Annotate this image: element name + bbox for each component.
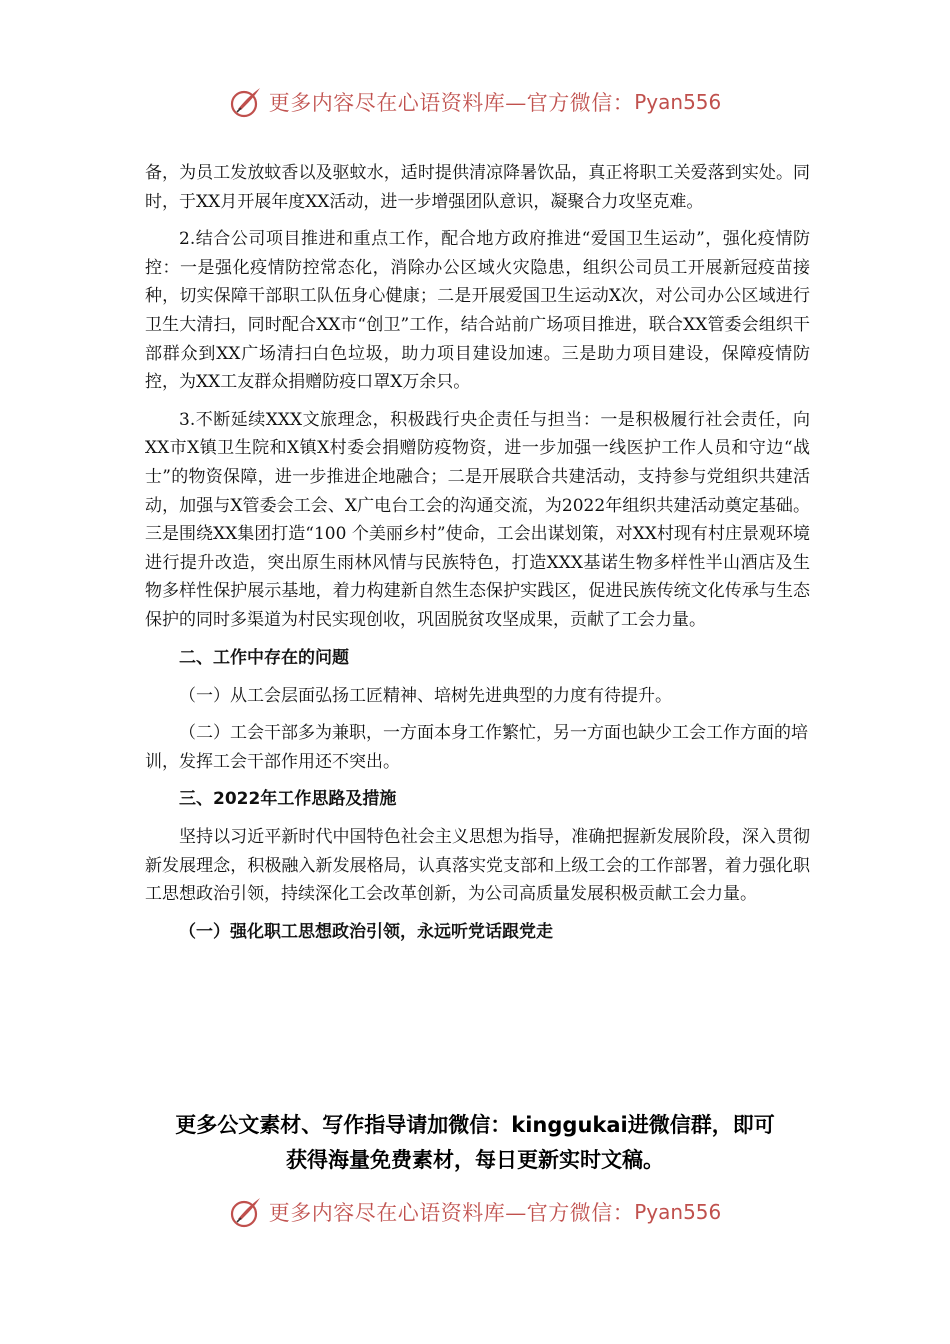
quill-pen-logo-icon (229, 85, 263, 119)
subheading-political-guidance: （一）强化职工思想政治引领，永远听党话跟党走 (179, 922, 553, 943)
banner-text: 更多内容尽在心语资料库—官方微信： (268, 91, 635, 115)
promo-notice (100, 1108, 850, 1178)
footer-banner (0, 1190, 950, 1234)
document-body (145, 159, 810, 956)
section-heading-problems: 二、工作中存在的问题 (179, 647, 349, 668)
paragraph-continuation: 备，为员工发放蚊香以及驱蚊水，适时提供清凉降暑饮品，真正将职工关爱落到实处。同时，于XX月开展年度XX活动，进一步增强团队意识，凝聚合力攻坚克难。 (145, 163, 810, 212)
problem-item-2: （二）工会干部多为兼职，一方面本身工作繁忙，另一方面也缺少工会工作方面的培训，发挥工会干部作用还不突出。 (145, 723, 808, 772)
section-heading-plan: 三、2022年工作思路及措施 (179, 789, 397, 810)
problem-item-1: （一）从工会层面弘扬工匠精神、培树先进典型的力度有待提升。 (179, 685, 672, 706)
quill-pen-logo-icon (229, 1195, 263, 1229)
header-banner (0, 80, 950, 124)
paragraph-item-3: 3.不断延续XXX文旅理念，积极践行央企责任与担当：一是积极履行社会责任，向XX市X镇卫生院和X镇X村委会捐赠防疫物资，进一步加强一线医护工作人员和守边“战士”的物资保障，进一步推进企地融合；二是开展联合共建活动，支持参与党组织共建活动，加强与X管委会工会、X广电台工会的沟通交流，为2022年组织共建活动奠定基础。三是围绕XX集团打造“100 个美丽乡村”使命，工会出谋划策，对XX村现有村庄景观环境进行提升改造，突出原生雨林风情与民族特色，打造XXX基诺生物多样性半山酒店及生物多样性保护展示基地，着力构建新自然生态保护实践区，促进民族传统文化传承与生态保护的同时多渠道为村民实现创收，巩固脱贫攻坚成果，贡献了工会力量。 (145, 409, 810, 630)
banner-text: 更多内容尽在心语资料库—官方微信： (268, 1201, 635, 1225)
promo-line-1: 更多公文素材、写作指导请加微信：kinggukai进微信群，即可 (175, 1113, 775, 1137)
promo-line-2: 获得海量免费素材，每日更新实时文稿。 (286, 1148, 664, 1172)
banner-wechat-id: Pyan556 (634, 1200, 722, 1224)
paragraph-item-2: 2.结合公司项目推进和重点工作，配合地方政府推进“爱国卫生运动”，强化疫情防控：一是强化疫情防控常态化，消除办公区域火灾隐患，组织公司员工开展新冠疫苗接种，切实保障干部职工队伍身心健康；二是开展爱国卫生运动X次，对公司办公区域进行卫生大清扫，同时配合XX市“创卫”工作，结合站前广场项目推进，联合XX管委会组织干部群众到XX广场清扫白色垃圾，助力项目建设加速。三是助力项目建设，保障疫情防控，为XX工友群众捐赠防疫口罩X万余只。 (145, 229, 810, 393)
plan-paragraph: 坚持以习近平新时代中国特色社会主义思想为指导，准确把握新发展阶段，深入贯彻新发展理念，积极融入新发展格局，认真落实党支部和上级工会的工作部署，着力强化职工思想政治引领，持续深化工会改革创新，为公司高质量发展积极贡献工会力量。 (145, 827, 810, 905)
banner-wechat-id: Pyan556 (634, 90, 722, 114)
